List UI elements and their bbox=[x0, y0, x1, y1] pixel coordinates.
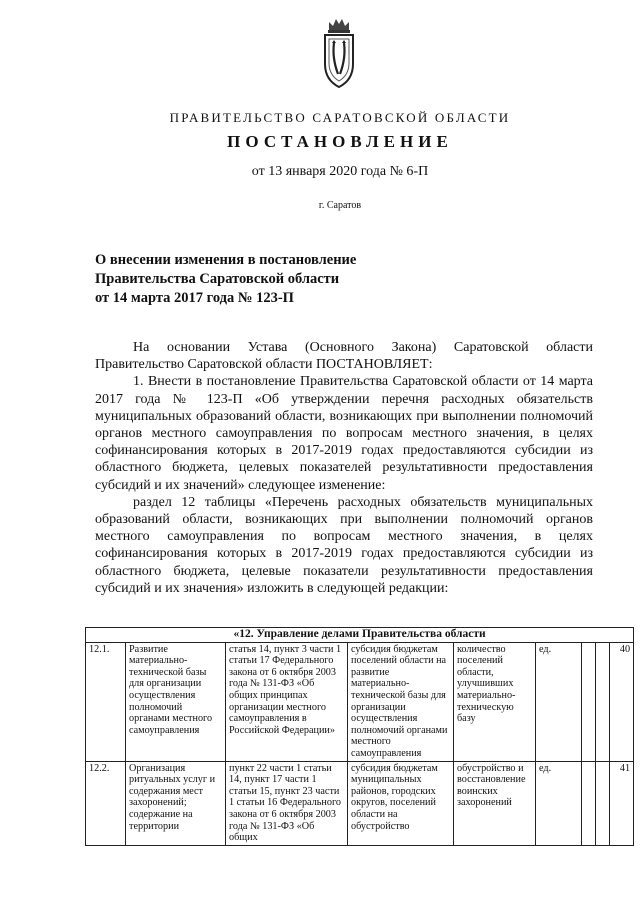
subject-line: О внесении изменения в постановление bbox=[95, 252, 357, 268]
row-value-2 bbox=[596, 642, 610, 761]
table-row bbox=[86, 642, 634, 761]
row-unit: ед. bbox=[536, 761, 582, 845]
table-section-title: «12. Управление делами Правительства области bbox=[86, 628, 634, 643]
row-value: 40 bbox=[610, 642, 634, 761]
coat-of-arms-icon bbox=[316, 16, 362, 90]
row-unit: ед. bbox=[536, 642, 582, 761]
decree-body bbox=[95, 339, 593, 597]
row-obligation: Развитие материально-технической базы для организации осуществления полномочий органами местного самоуправления bbox=[126, 642, 226, 761]
city: г. Саратов bbox=[318, 200, 362, 211]
row-number: 12.1. bbox=[86, 642, 126, 761]
row-obligation: Организация ритуальных услуг и содержания мест захоронений; содержание на территории bbox=[126, 761, 226, 845]
table-row bbox=[86, 761, 634, 845]
paragraph: раздел 12 таблицы «Перечень расходных обязательств муниципальных образований области, возникающих при выполнении полномочий органов местного самоуправления по вопросам местного значения, в целях софинансирования которых в 2017-2019 годах предоставляются субсидии из областного бюджета, целевые показатели результативности предоставления субсидий и их значения» изложить в следующей редакции: bbox=[95, 494, 593, 596]
row-subsidy: субсидия бюджетам поселений области на развитие материально-технической базы для организации осуществления полномочий органами местного самоуправления bbox=[348, 642, 454, 761]
row-value-1 bbox=[582, 642, 596, 761]
row-indicator: обустройство и восстановление воинских захоронений bbox=[454, 761, 536, 845]
row-value-2 bbox=[596, 761, 610, 845]
row-legal-basis: статья 14, пункт 3 части 1 статьи 17 Федерального закона от 6 октября 2003 года № 131-ФЗ «Об общих принципах организации местного самоуправления в Российской Федерации» bbox=[226, 642, 348, 761]
row-value-1 bbox=[582, 761, 596, 845]
row-indicator: количество поселений области, улучшивших материально-техническую базу bbox=[454, 642, 536, 761]
row-subsidy: субсидия бюджетам муниципальных районов, городских округов, поселений области на обустройство bbox=[348, 761, 454, 845]
row-legal-basis: пункт 22 части 1 статьи 14, пункт 17 части 1 статьи 15, пункт 23 части 1 статьи 16 Федерального закона от 6 октября 2003 года № 131-ФЗ «Об общих bbox=[226, 761, 348, 845]
decree-date-number: от 13 января 2020 года № 6-П bbox=[251, 164, 429, 179]
subject-line: Правительства Саратовской области bbox=[95, 271, 340, 287]
row-value: 41 bbox=[610, 761, 634, 845]
paragraph: На основании Устава (Основного Закона) Саратовской области Правительство Саратовской области ПОСТАНОВЛЯЕТ: bbox=[95, 340, 593, 373]
row-number: 12.2. bbox=[86, 761, 126, 845]
decree-subject bbox=[95, 251, 356, 308]
document-type: ПОСТАНОВЛЕНИЕ bbox=[227, 132, 453, 151]
paragraph: 1. Внести в постановление Правительства Саратовской области от 14 марта 2017 года № 123-П «Об утверждении перечня расходных обязательств муниципальных образований области, возникающих при выполнении полномочий органов местного самоуправления по вопросам местного значения, в целях софинансирования которых в 2017-2019 годах предоставляются субсидии из областного бюджета, целевых показателей результативности предоставления субсидий и их значений» следующее изменение: bbox=[95, 374, 593, 493]
subject-line: от 14 марта 2017 года № 123-П bbox=[95, 290, 294, 306]
government-name: ПРАВИТЕЛЬСТВО САРАТОВСКОЙ ОБЛАСТИ bbox=[169, 110, 511, 125]
section-table bbox=[85, 627, 634, 846]
